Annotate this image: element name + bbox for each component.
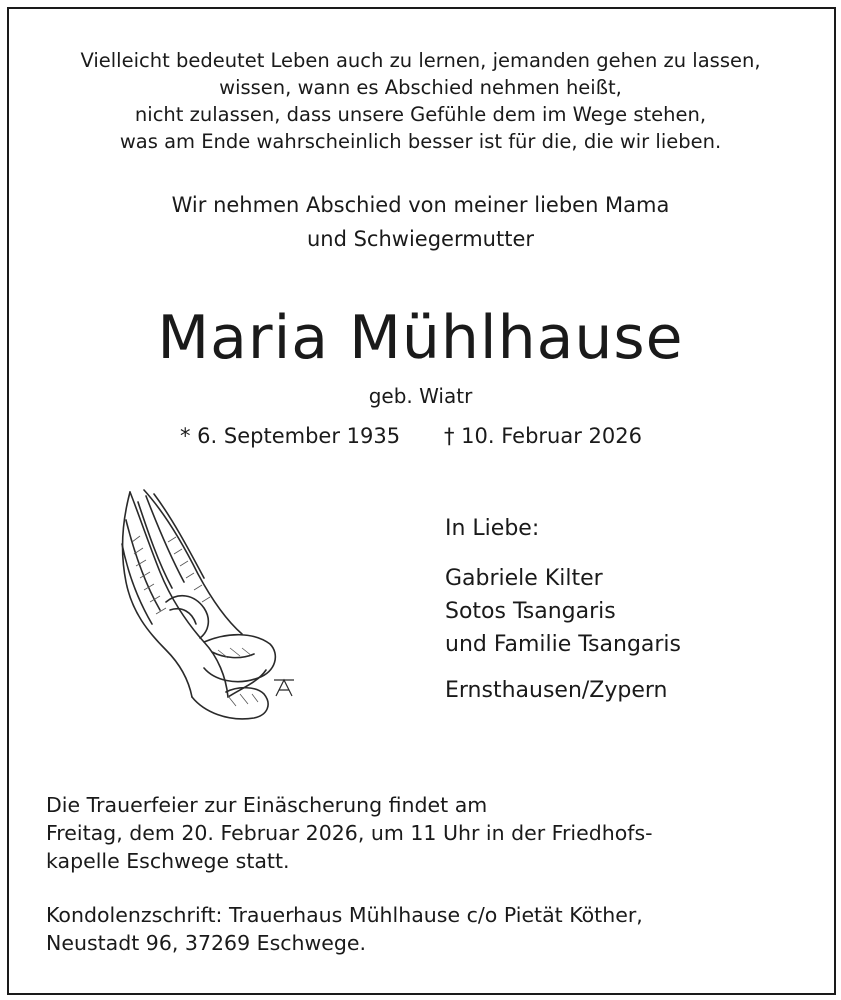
ceremony-line-1: Die Trauerfeier zur Einäscherung findet am (46, 793, 488, 817)
condolence-line-2: Neustadt 96, 37269 Eschwege. (46, 931, 367, 955)
ceremony-line-3: kapelle Eschwege statt. (46, 849, 290, 873)
intro-line-2: und Schwiegermutter (306, 227, 535, 251)
death-date: † 10. Februar 2026 (444, 424, 642, 448)
deceased-name: Maria Mühlhause (157, 303, 684, 373)
intro-line-1: Wir nehmen Abschied von meiner lieben Mama (171, 193, 670, 217)
mourners-location: Ernsthausen/Zypern (445, 678, 668, 703)
mourners-heading: In Liebe: (445, 516, 540, 541)
mourner-name: Sotos Tsangaris (445, 599, 616, 624)
condolence-line-1: Kondolenzschrift: Trauerhaus Mühlhause c/o Pietät Köther, (46, 903, 643, 927)
poem-line-4: was am Ende wahrscheinlich besser ist für die, die wir lieben. (119, 130, 722, 153)
birth-name: geb. Wiatr (368, 384, 473, 408)
praying-hands-icon (108, 482, 308, 732)
mourner-name: Gabriele Kilter (445, 566, 603, 591)
poem-line-1: Vielleicht bedeutet Leben auch zu lernen, jemanden gehen zu lassen, (80, 49, 761, 72)
poem-line-3: nicht zulassen, dass unsere Gefühle dem im Wege stehen, (134, 103, 707, 126)
poem-line-2: wissen, wann es Abschied nehmen heißt, (219, 76, 622, 99)
mourner-name: und Familie Tsangaris (445, 632, 682, 657)
birth-date: * 6. September 1935 (180, 424, 401, 448)
ceremony-line-2: Freitag, dem 20. Februar 2026, um 11 Uhr in der Friedhofs- (46, 821, 653, 845)
